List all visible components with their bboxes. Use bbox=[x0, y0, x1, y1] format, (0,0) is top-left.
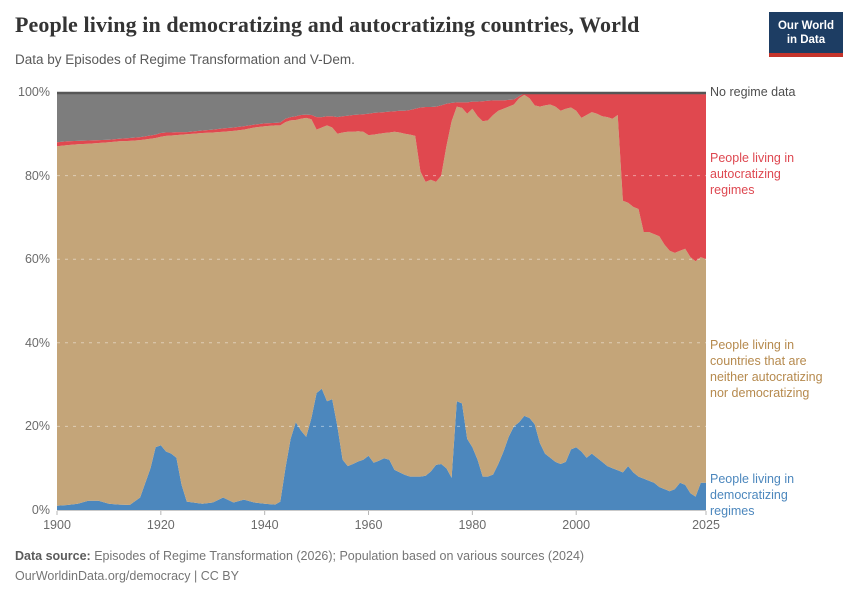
y-tick-label-80: 80% bbox=[24, 168, 50, 183]
y-tick-label-40: 40% bbox=[24, 335, 50, 350]
area-neither bbox=[57, 95, 706, 506]
x-tick-label-1960: 1960 bbox=[354, 518, 383, 532]
y-tick-label-20: 20% bbox=[24, 419, 50, 434]
area-label-democratizing: People living in democratizing regimes bbox=[710, 472, 795, 518]
chart-subtitle: Data by Episodes of Regime Transformation and V-Dem. bbox=[15, 52, 355, 67]
x-tick-label-2025: 2025 bbox=[692, 518, 720, 532]
x-tick-label-1940: 1940 bbox=[250, 518, 279, 532]
area-label-neither: People living in countries that are neither autocratizing nor democratizing bbox=[710, 338, 823, 400]
x-tick-label-2000: 2000 bbox=[562, 518, 591, 532]
x-tick-label-1980: 1980 bbox=[458, 518, 487, 532]
owid-logo-line1: Our World bbox=[777, 19, 834, 32]
y-tick-label-60: 60% bbox=[24, 252, 50, 267]
data-source-text: Episodes of Regime Transformation (2026); Population based on various sources (2024) bbox=[90, 549, 585, 563]
data-source-line bbox=[15, 549, 835, 563]
y-tick-label-100: 100% bbox=[18, 85, 50, 99]
owid-logo-line2: in Data bbox=[786, 33, 826, 46]
license-link-line[interactable]: OurWorldinData.org/democracy | CC BY bbox=[15, 569, 239, 583]
x-tick-label-1900: 1900 bbox=[43, 518, 71, 532]
area-label-autocratizing: People living in autocratizing regimes bbox=[710, 151, 795, 197]
y-tick-label-0: 0% bbox=[31, 503, 50, 517]
data-source-label: Data source: bbox=[15, 549, 91, 563]
x-tick-label-1920: 1920 bbox=[146, 518, 175, 532]
page-title: People living in democratizing and autocratizing countries, World bbox=[15, 12, 640, 37]
area-label-no-regime-data: No regime data bbox=[710, 85, 796, 99]
